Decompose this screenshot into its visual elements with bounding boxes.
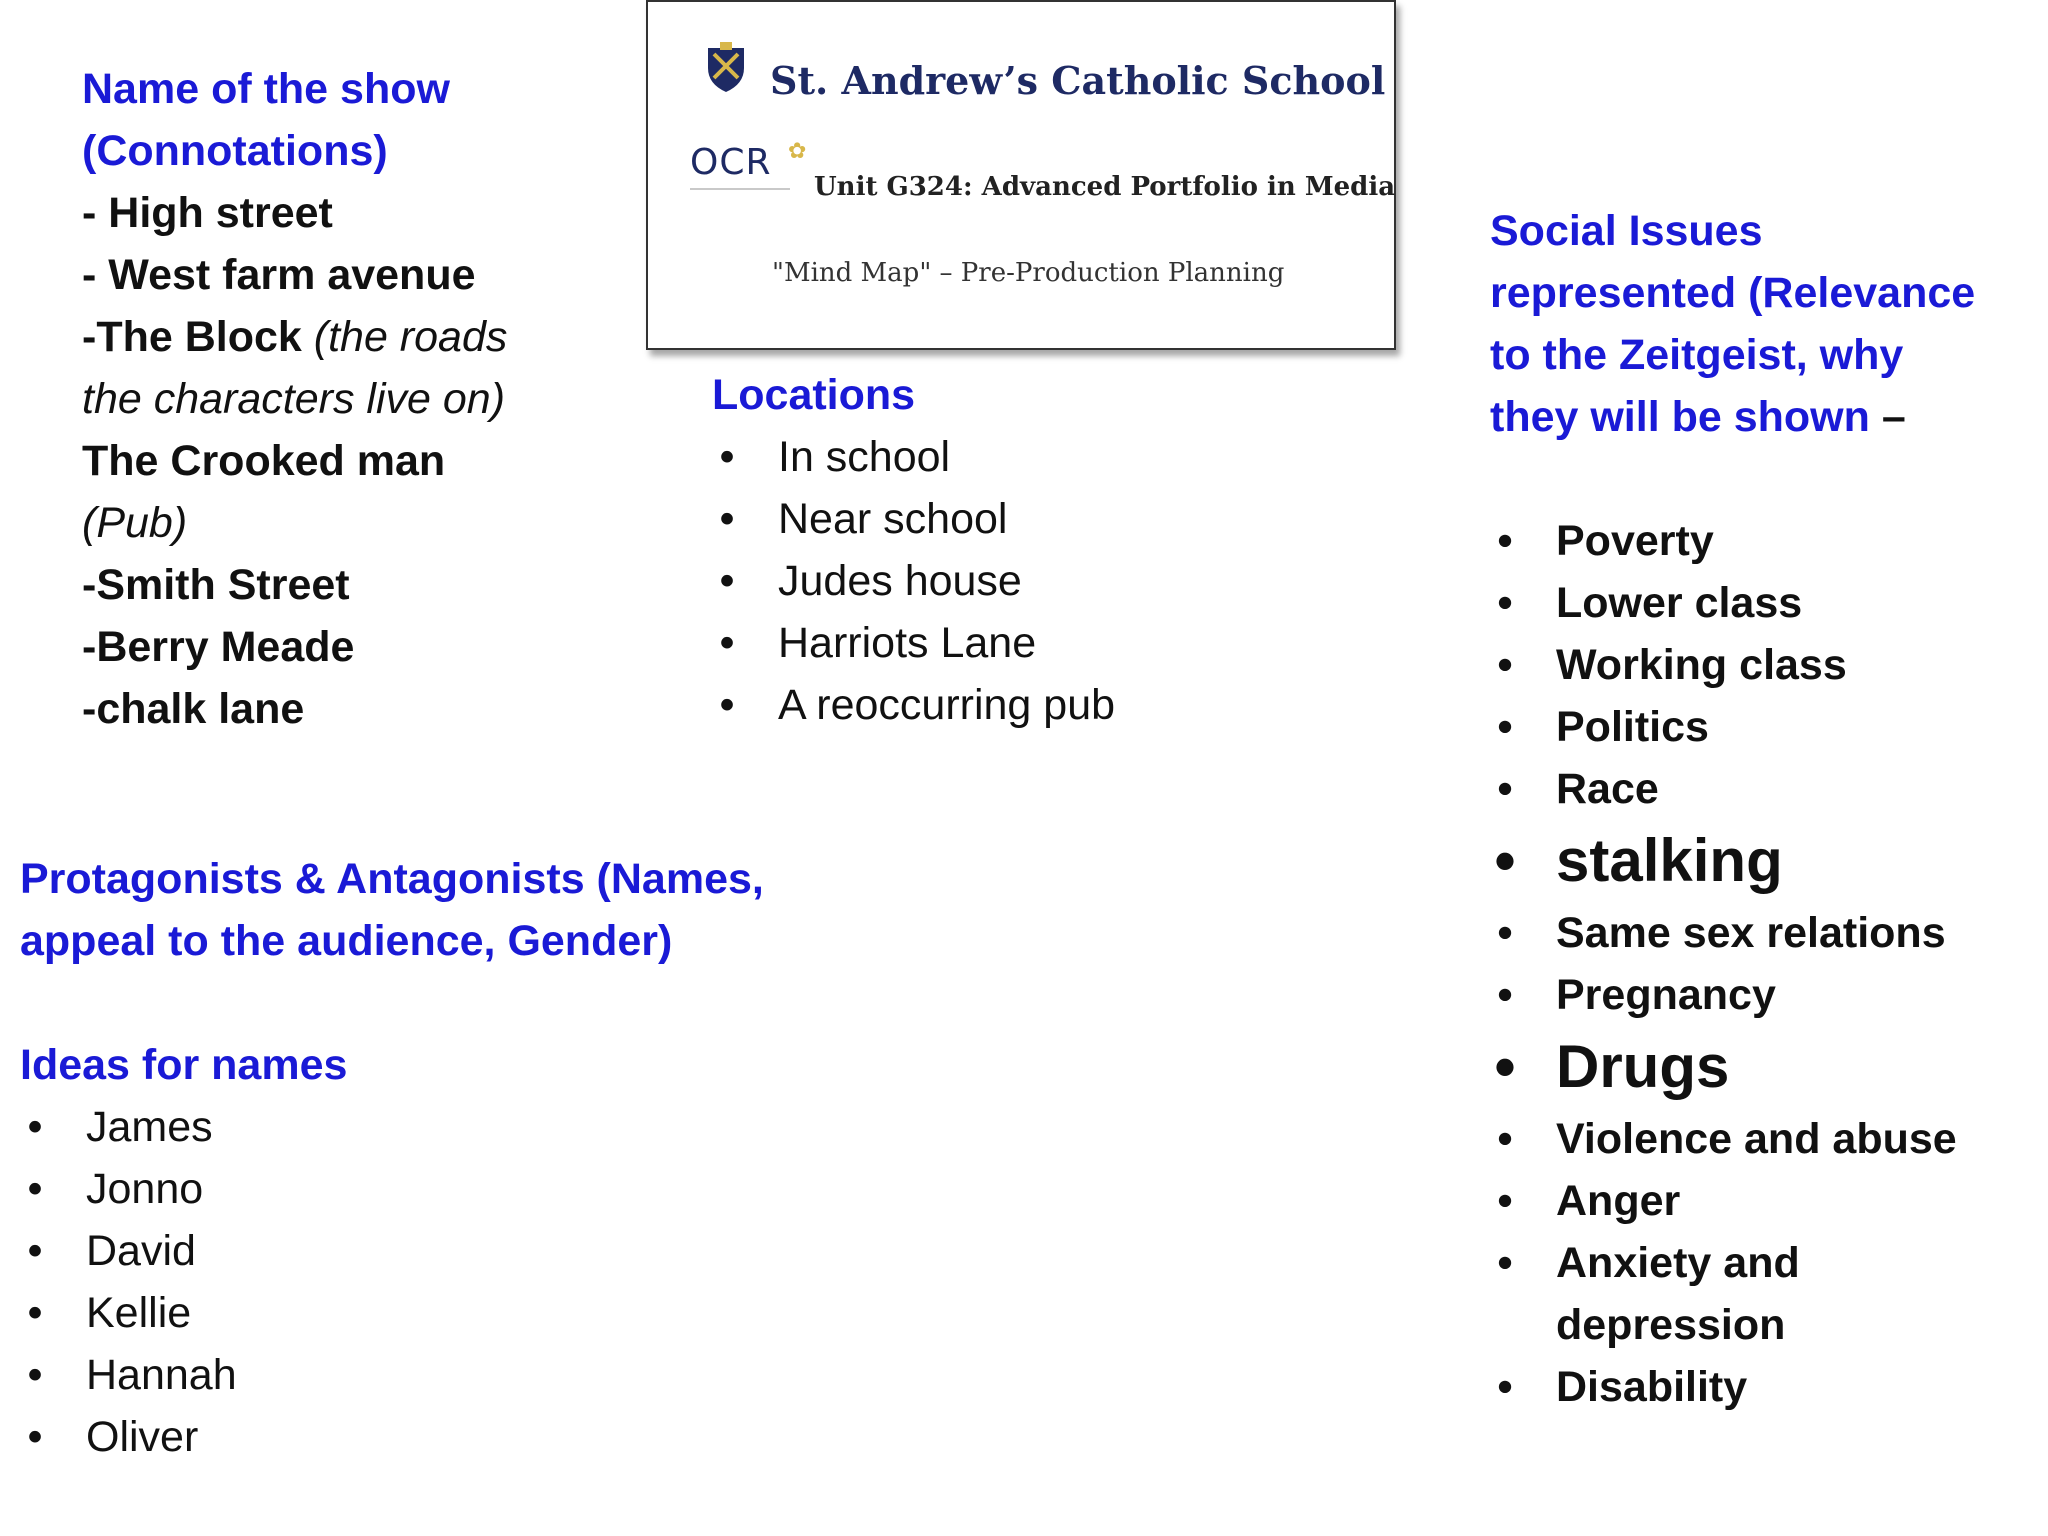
location-text: Judes house xyxy=(778,557,1022,605)
bullet-icon: • xyxy=(1497,641,1513,689)
social-issues-list xyxy=(1490,510,2030,1418)
bullet-icon: • xyxy=(1497,1239,1513,1287)
list-item xyxy=(712,426,1312,488)
bullet-icon: • xyxy=(719,681,735,729)
bullet-icon: • xyxy=(27,1289,43,1337)
list-item xyxy=(1490,1170,2030,1232)
show-item-high-street: - High street xyxy=(82,189,333,237)
show-item-the-block-name: -The Block xyxy=(82,313,302,361)
bullet-icon: • xyxy=(1497,1363,1513,1411)
bullet-icon: • xyxy=(719,557,735,605)
bullet-icon: • xyxy=(719,619,735,667)
list-item xyxy=(1490,572,2030,634)
list-item xyxy=(20,1406,840,1468)
locations-heading: Locations xyxy=(712,371,916,419)
list-item xyxy=(712,488,1312,550)
list-item xyxy=(20,1096,840,1158)
list-item xyxy=(1490,696,2030,758)
show-item-crooked-man: The Crooked man xyxy=(82,437,446,485)
unit-title: Unit G324: Advanced Portfolio in Media xyxy=(814,172,1396,202)
bullet-icon: • xyxy=(1494,827,1516,894)
bullet-icon: • xyxy=(1497,517,1513,565)
bullet-icon: • xyxy=(719,495,735,543)
name-text: Oliver xyxy=(86,1413,199,1461)
list-item xyxy=(20,1344,840,1406)
names-list xyxy=(20,1096,840,1468)
social-issues-heading xyxy=(1490,200,2030,448)
show-item-west-farm-avenue: - West farm avenue xyxy=(82,251,476,299)
show-item-crooked-man-note: (Pub) xyxy=(82,499,188,547)
bullet-icon: • xyxy=(1497,703,1513,751)
social-heading-dash: – xyxy=(1869,393,1906,441)
show-item-the-block-note-cont: the characters live on) xyxy=(82,375,506,423)
bullet-icon: • xyxy=(1497,1177,1513,1225)
bullet-icon: • xyxy=(27,1103,43,1151)
locations-section xyxy=(712,364,1312,736)
show-item-chalk-lane: -chalk lane xyxy=(82,685,305,733)
list-item xyxy=(20,1220,840,1282)
ocr-logo: OCR xyxy=(690,142,772,183)
social-heading-line-4-text: they will be shown xyxy=(1490,393,1870,441)
ideas-for-names-heading: Ideas for names xyxy=(20,1041,348,1089)
issue-text: Working class xyxy=(1556,641,1847,689)
bullet-icon: • xyxy=(1497,909,1513,957)
list-item xyxy=(712,612,1312,674)
issue-text: Drugs xyxy=(1556,1033,1730,1100)
name-text: James xyxy=(86,1103,213,1151)
social-heading-line-2: represented (Relevance xyxy=(1490,269,1976,317)
issue-text: Politics xyxy=(1556,703,1709,751)
name-text: Hannah xyxy=(86,1351,237,1399)
list-item xyxy=(1490,902,2030,964)
issue-text: stalking xyxy=(1556,827,1783,894)
bullet-icon: • xyxy=(1494,1033,1516,1100)
school-name: St. Andrew’s Catholic School xyxy=(770,58,1386,103)
protagonists-heading-line-1: Protagonists & Antagonists (Names, xyxy=(20,855,764,903)
show-item-berry-meade: -Berry Meade xyxy=(82,623,355,671)
show-name-heading-line-2: (Connotations) xyxy=(82,127,388,175)
bullet-icon: • xyxy=(27,1165,43,1213)
list-item xyxy=(1490,1356,2030,1418)
show-name-heading-line-1: Name of the show xyxy=(82,65,450,113)
list-item xyxy=(1490,758,2030,820)
bullet-icon: • xyxy=(1497,765,1513,813)
bullet-icon: • xyxy=(1497,971,1513,1019)
location-text: A reoccurring pub xyxy=(778,681,1116,729)
name-text: David xyxy=(86,1227,196,1275)
issue-text: Anxiety and depression xyxy=(1556,1239,1800,1349)
ocr-logo-underline xyxy=(690,188,790,190)
list-item xyxy=(712,674,1312,736)
list-item xyxy=(1490,1026,2030,1108)
location-text: Harriots Lane xyxy=(778,619,1037,667)
list-item xyxy=(1490,1232,1856,1356)
list-item xyxy=(1490,1108,2030,1170)
issue-text: Anger xyxy=(1556,1177,1681,1225)
school-crest-icon xyxy=(704,42,748,94)
mind-map-subtitle: "Mind Map" – Pre-Production Planning xyxy=(772,258,1285,288)
ocr-star-icon: ✿ xyxy=(788,138,807,163)
locations-list xyxy=(712,426,1312,736)
bullet-icon: • xyxy=(1497,1115,1513,1163)
issue-text: Race xyxy=(1556,765,1659,813)
show-item-the-block-note: (the roads xyxy=(301,313,508,361)
issue-text: Violence and abuse xyxy=(1556,1115,1957,1163)
social-issues-section xyxy=(1490,200,2030,1418)
name-text: Kellie xyxy=(86,1289,192,1337)
show-item-the-block xyxy=(82,306,642,368)
social-heading-line-3: to the Zeitgeist, why xyxy=(1490,331,1904,379)
list-item xyxy=(1490,510,2030,572)
protagonists-heading-line-2: appeal to the audience, Gender) xyxy=(20,917,673,965)
show-name-heading xyxy=(82,58,642,182)
list-item xyxy=(1490,634,2030,696)
name-text: Jonno xyxy=(86,1165,204,1213)
issue-text: Disability xyxy=(1556,1363,1748,1411)
bullet-icon: • xyxy=(1497,579,1513,627)
list-item xyxy=(20,1282,840,1344)
list-item xyxy=(712,550,1312,612)
social-heading-line-4 xyxy=(1490,386,2030,448)
protagonists-heading xyxy=(20,848,840,972)
location-text: Near school xyxy=(778,495,1008,543)
show-name-section xyxy=(82,58,642,740)
issue-text: Same sex relations xyxy=(1556,909,1946,957)
show-item-smith-street: -Smith Street xyxy=(82,561,350,609)
list-item xyxy=(1490,820,2030,902)
bullet-icon: • xyxy=(27,1227,43,1275)
school-header-card xyxy=(646,0,1396,350)
protagonists-section xyxy=(20,848,840,1468)
issue-text: Pregnancy xyxy=(1556,971,1776,1019)
bullet-icon: • xyxy=(27,1351,43,1399)
location-text: In school xyxy=(778,433,951,481)
issue-text: Poverty xyxy=(1556,517,1714,565)
bullet-icon: • xyxy=(27,1413,43,1461)
issue-text: Lower class xyxy=(1556,579,1803,627)
social-heading-line-1: Social Issues xyxy=(1490,207,1763,255)
list-item xyxy=(1490,964,2030,1026)
bullet-icon: • xyxy=(719,433,735,481)
list-item xyxy=(20,1158,840,1220)
